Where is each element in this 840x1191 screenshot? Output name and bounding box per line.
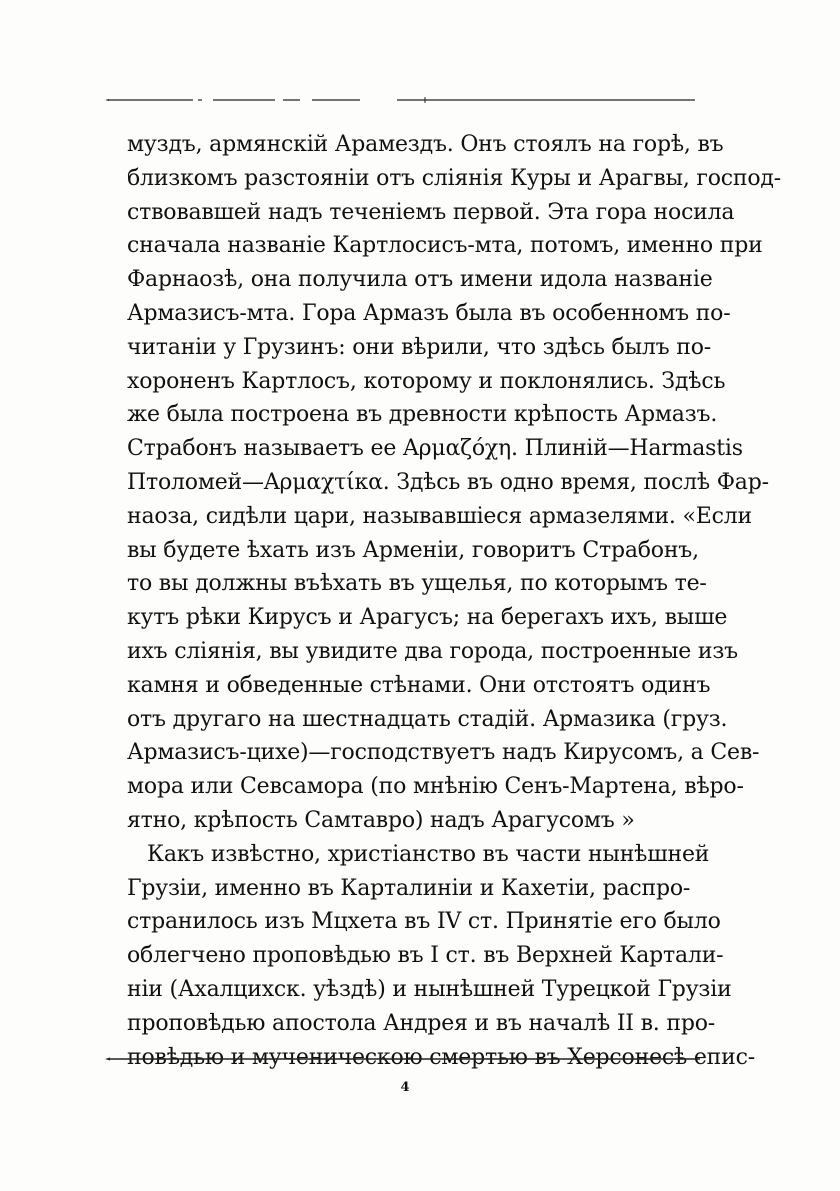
text-line: муздъ, армянскій Арамездъ. Онъ стоялъ на горѣ, въ [127, 132, 724, 157]
text-line: мора или Севсамора (по мнѣнію Сенъ-Мартена, вѣро- [127, 774, 744, 800]
text-line: Какъ извѣстно, христіанство въ части нынѣшней [147, 841, 710, 867]
text-line: ятно, крѣпость Самтавро) надъ Арагусомъ » [127, 807, 635, 833]
text-line: Фарнаозѣ, она получила отъ имени идола названіе [127, 267, 713, 293]
text-line: ствовавшей надъ теченіемъ первой. Эта гора носила [127, 199, 735, 225]
text-line: Армазисъ-мта. Гора Армазъ была въ особенномъ по- [127, 300, 731, 326]
text-line: облегчено проповѣдью въ I ст. въ Верхней Картали- [127, 943, 724, 969]
text-line: вы будете ѣхать изъ Арменіи, говоритъ Страбонъ, [127, 537, 699, 563]
text-line: Армазисъ-цихе)—господствуетъ надъ Кирусомъ, а Сев- [127, 740, 760, 766]
text-line: камня и обведенные стѣнами. Они отстоятъ одинъ [127, 672, 711, 698]
text-line: близкомъ разстояніи отъ слiянія Куры и Арагвы, господ- [127, 165, 782, 191]
text-line: кутъ рѣки Кирусъ и Арагусъ; на берегахъ ихъ, выше [127, 605, 728, 631]
text-line: хороненъ Картлосъ, которому и поклонялись. Здѣсь [127, 368, 726, 394]
text-line: Грузіи, именно въ Карталиніи и Кахетіи, распро- [127, 875, 691, 901]
text-line: ихъ слiянія, вы увидите два города, построенные изъ [127, 638, 738, 664]
text-line: читаніи у Грузинъ: они вѣрили, что здѣсь былъ по- [127, 334, 712, 360]
text-line: странилось изъ Мцхета въ IV ст. Принятіе его было [127, 909, 721, 935]
page-body [127, 128, 782, 1074]
text-line: сначала названіе Картлосисъ-мта, потомъ, именно при [127, 233, 763, 259]
text-line: проповѣдью апостола Андрея и въ началѣ II в. про- [127, 1010, 715, 1036]
text-line: Птоломей—Αρμαχτίκα. Здѣсь въ одно время, послѣ Фар- [127, 469, 769, 495]
text-line: Страбонъ называетъ ее Αρμαζόχη. Плиній—Harmastis [127, 436, 743, 462]
text-line: ніи (Ахалцихск. уѣздѣ) и нынѣшней Турецкой Грузіи [127, 976, 732, 1002]
bottom-rule [105, 1056, 700, 1062]
text-line: же была построена въ древности крѣпость Армазъ. [127, 402, 718, 428]
top-rule [105, 97, 695, 103]
text-line: отъ другаго на шестнадцать стадій. Армазика (груз. [127, 706, 728, 732]
text-line: то вы должны въѣхать въ ущелья, по которымъ те- [127, 571, 707, 597]
text-line: повѣдью и мученическою смертью въ Херсонесѣ епис- [127, 1044, 755, 1070]
text-line: наоза, сидѣли цари, называвшіеся армазелями. «Если [127, 503, 752, 529]
page-number: 4 [400, 1080, 410, 1095]
